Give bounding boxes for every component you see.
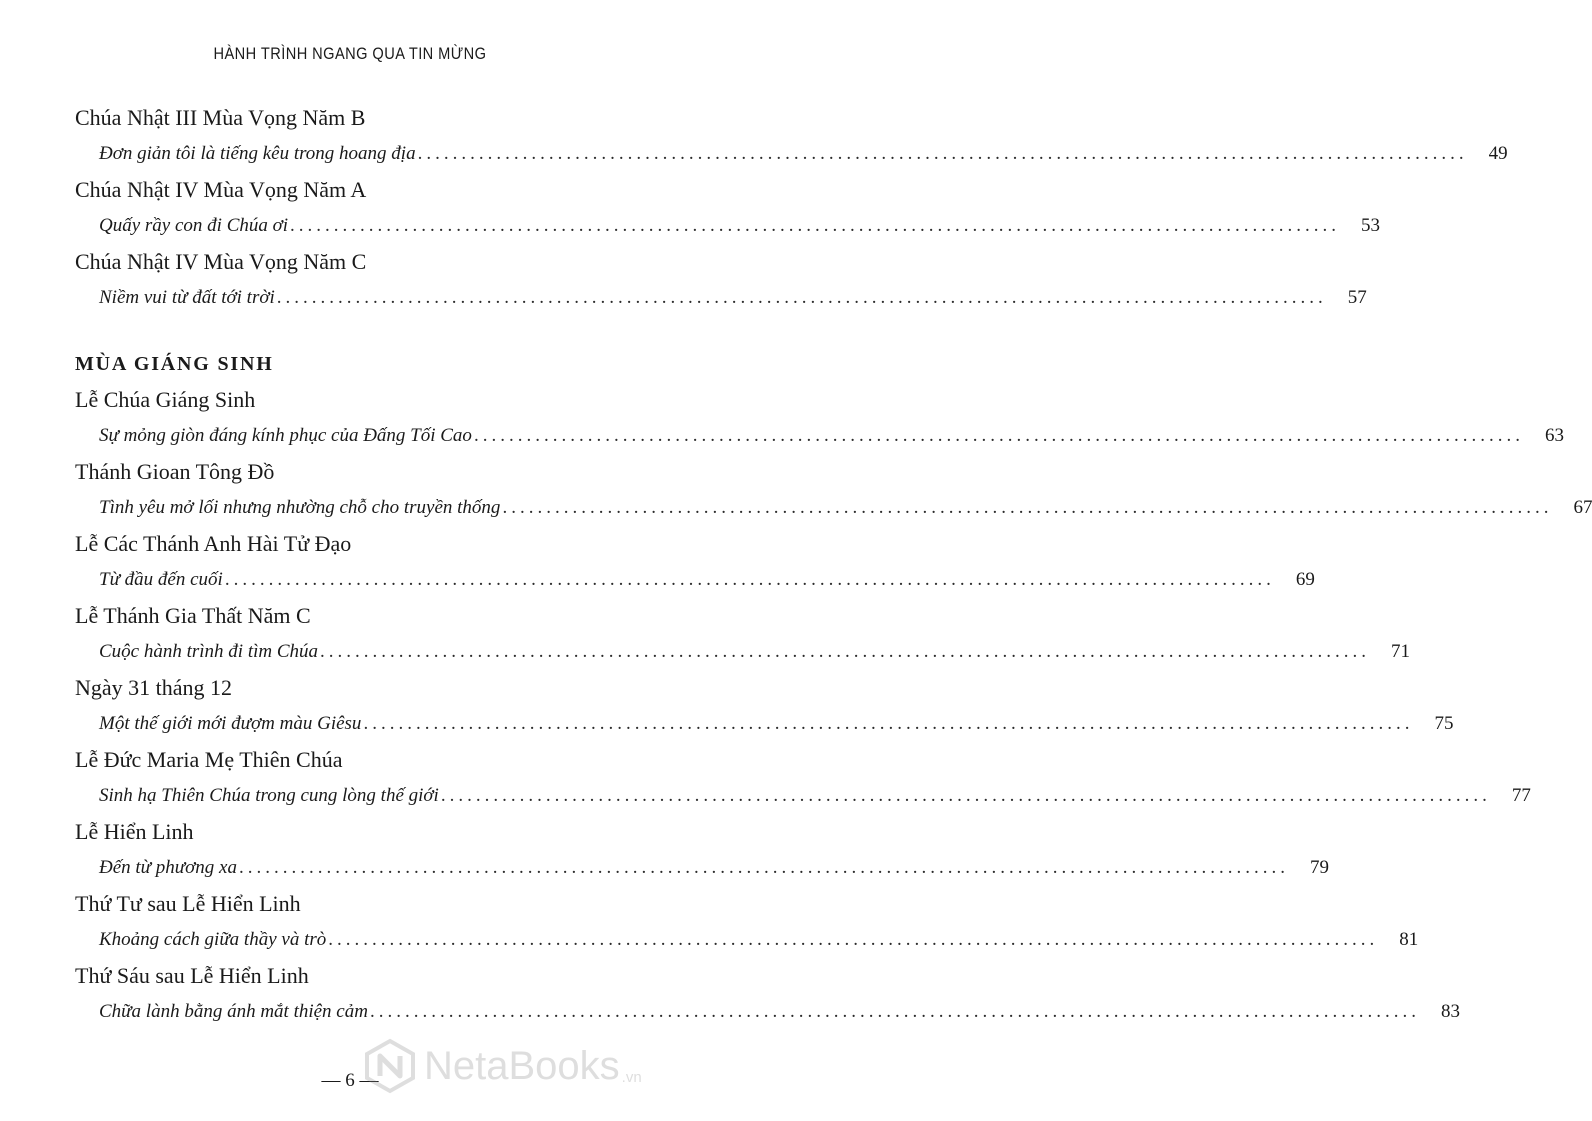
dot-leader: ........................................................................................................................ — [363, 713, 1414, 734]
entry-subtitle: Tình yêu mở lối nhưng nhường chỗ cho truyền thống — [99, 497, 501, 518]
entry-subtitle-line — [99, 136, 1508, 172]
entry-subtitle: Quấy rầy con đi Chúa ơi — [99, 215, 289, 236]
watermark-suffix: .vn — [621, 1069, 642, 1086]
toc-entry — [75, 526, 1315, 598]
entry-subtitle: Đến từ phương xa — [99, 857, 237, 878]
toc-entry — [75, 670, 1454, 742]
entry-subtitle: Sự mỏng giòn đáng kính phục của Đấng Tối Cao — [99, 425, 472, 446]
dot-leader: ........................................................................................................................ — [224, 569, 1275, 590]
dot-leader: ........................................................................................................................ — [502, 497, 1553, 518]
entry-title: Ngày 31 tháng 12 — [75, 675, 233, 700]
toc-entry — [75, 454, 1592, 526]
dot-leader: ........................................................................................................................ — [417, 143, 1468, 164]
entry-subtitle-line — [99, 706, 1454, 742]
watermark — [362, 1038, 642, 1094]
entry-subtitle-line — [99, 850, 1329, 886]
entry-title: Chúa Nhật IV Mùa Vọng Năm A — [75, 177, 367, 202]
entry-subtitle: Cuộc hành trình đi tìm Chúa — [99, 641, 319, 662]
entry-subtitle: Chữa lành bằng ánh mắt thiện cảm — [99, 1001, 368, 1022]
page-folio: — 6 — — [321, 1070, 379, 1091]
page-number: 79 — [1309, 857, 1329, 878]
entry-subtitle-line — [99, 490, 1592, 526]
entry-title: Lễ Thánh Gia Thất Năm C — [75, 603, 311, 628]
entry-title: Chúa Nhật III Mùa Vọng Năm B — [75, 105, 366, 130]
entry-subtitle: Sinh hạ Thiên Chúa trong cung lòng thế giới — [99, 785, 439, 806]
toc-entry — [75, 598, 1411, 670]
entry-subtitle: Một thế giới mới đượm màu Giêsu — [99, 713, 362, 734]
page-number: 77 — [1511, 785, 1531, 806]
entry-subtitle-line — [99, 208, 1381, 244]
table-of-contents — [75, 100, 1592, 1030]
dot-leader: ........................................................................................................................ — [473, 425, 1524, 446]
entry-subtitle: Niềm vui từ đất tới trời — [99, 287, 275, 308]
dot-leader: ........................................................................................................................ — [328, 929, 1379, 950]
running-head: HÀNH TRÌNH NGANG QUA TIN MỪNG — [213, 44, 487, 63]
entry-subtitle-line — [99, 562, 1315, 598]
toc-entry — [75, 958, 1460, 1030]
section-heading: MÙA GIÁNG SINH — [75, 353, 274, 375]
page-number: 81 — [1399, 929, 1419, 950]
dot-leader: ........................................................................................................................ — [369, 1001, 1420, 1022]
page-number: 75 — [1434, 713, 1454, 734]
entry-title: Lễ Chúa Giáng Sinh — [75, 387, 256, 412]
entry-title: Thứ Tư sau Lễ Hiển Linh — [75, 891, 301, 916]
page-number: 57 — [1347, 287, 1367, 308]
entry-title: Chúa Nhật IV Mùa Vọng Năm C — [75, 249, 367, 274]
entry-title: Lễ Đức Maria Mẹ Thiên Chúa — [75, 747, 343, 772]
toc-entry — [75, 100, 1508, 172]
watermark-text: NetaBooks — [424, 1043, 620, 1088]
dot-leader: ........................................................................................................................ — [290, 215, 1341, 236]
entry-subtitle: Từ đầu đến cuối — [99, 569, 223, 590]
page-number: 49 — [1488, 143, 1508, 164]
entry-title: Lễ Các Thánh Anh Hài Tử Đạo — [75, 531, 352, 556]
entry-subtitle-line — [99, 994, 1460, 1030]
toc-entry — [75, 244, 1367, 316]
dot-leader: ........................................................................................................................ — [238, 857, 1289, 878]
entry-subtitle-line — [99, 922, 1419, 958]
dot-leader: ........................................................................................................................ — [440, 785, 1491, 806]
page-number: 53 — [1361, 215, 1381, 236]
page-number: 83 — [1440, 1001, 1460, 1022]
entry-subtitle: Đơn giản tôi là tiếng kêu trong hoang địa — [99, 143, 416, 164]
entry-title: Lễ Hiển Linh — [75, 819, 194, 844]
toc-entry — [75, 172, 1381, 244]
toc-entry — [75, 814, 1329, 886]
page-number: 69 — [1295, 569, 1315, 590]
entry-title: Thứ Sáu sau Lễ Hiển Linh — [75, 963, 309, 988]
entry-subtitle-line — [99, 634, 1411, 670]
dot-leader: ........................................................................................................................ — [320, 641, 1371, 662]
entry-subtitle: Khoảng cách giữa thầy và trò — [99, 929, 327, 950]
toc-entry — [75, 886, 1419, 958]
entry-subtitle-line — [99, 418, 1564, 454]
page-number: 63 — [1544, 425, 1564, 446]
entry-subtitle-line — [99, 280, 1367, 316]
page-number: 67 — [1573, 497, 1592, 518]
dot-leader: ........................................................................................................................ — [276, 287, 1327, 308]
toc-entry — [75, 742, 1531, 814]
entry-subtitle-line — [99, 778, 1531, 814]
entry-title: Thánh Gioan Tông Đồ — [75, 459, 275, 484]
netabooks-logo-icon — [362, 1038, 418, 1094]
page-number: 71 — [1391, 641, 1411, 662]
toc-entry — [75, 382, 1564, 454]
